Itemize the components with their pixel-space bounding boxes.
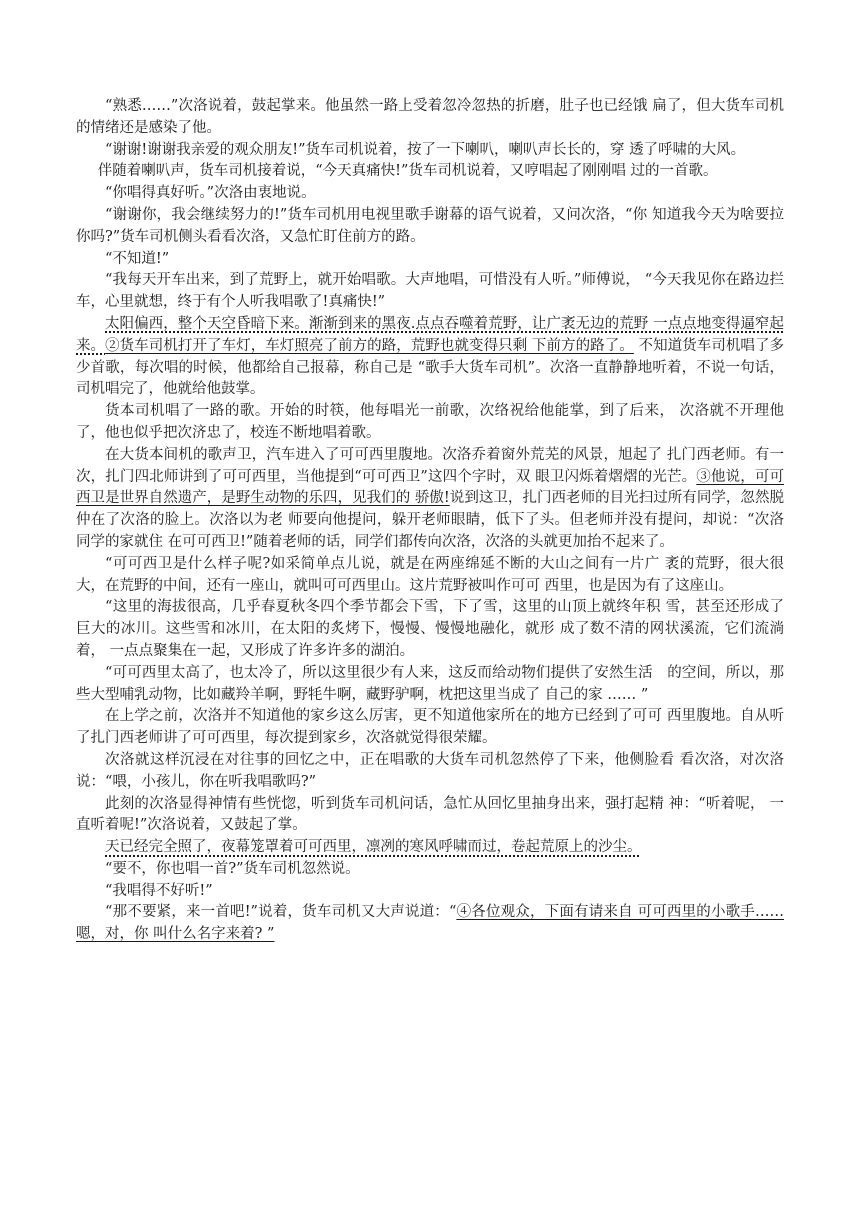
dotted-emphasis-text: 太阳偏西，整个天空昏暗下来。渐渐到来的黑夜.点点吞噬着荒野，让广袤无边的荒野 一点点地变得逼窄起来。 [76, 315, 784, 354]
paragraph-text: “可可西里太高了，也太冷了，所以这里很少有人来，这反而给动物们提供了安然生活 的空间，所以，那些大型哺乳动物，比如藏羚羊啊，野牦牛啊，藏野驴啊，枕把这里当成了 自己的家 …… ” [76, 664, 784, 703]
paragraph-text: “熟悉……”次洛说着，鼓起掌来。他虽然一路上受着忽冷忽热的折磨，肚子也已经饿 扁了，但大货车司机的情绪还是感染了他。 [76, 98, 784, 136]
paragraph [76, 859, 784, 881]
paragraph [76, 270, 784, 314]
paragraph [76, 881, 784, 903]
paragraph [76, 183, 784, 205]
paragraph-text: “那不要紧，来一首吧!”说着，货车司机又大声说道：“ [105, 904, 457, 921]
underlined-sentence: ④各位观众，下面有请来自 可可西里的小歌手……嗯，对，你 叫什么名字来着? ” [76, 904, 784, 943]
paragraph-text: “谢谢!谢谢我亲爱的观众朋友!”货车司机说着，按了一下喇叭，喇叭声长长的，穿 透了呼啸的大风。 [105, 141, 746, 158]
paragraph-text: “你唱得真好听。”次洛由衷地说。 [105, 185, 316, 202]
paragraph-text: 伴随着喇叭声，货车司机接着说，“今天真痛快!”货车司机说着，又哼唱起了刚刚唱 过的一首歌。 [97, 163, 718, 180]
paragraph-text: “谢谢你，我会继续努力的!”货车司机用电视里歌手谢幕的语气说着，又问次洛，“你 知道我今天为啥要拉你吗?”货车司机侧头看看次洛，又急忙盯住前方的路。 [76, 206, 784, 245]
paragraph-text: 在大货本间机的歌声卫，汽车进入了可可西里腹地。次洛乔着窗外荒芜的风景，旭起了 扎门西老师。有一次，扎门四北师讲到了可可西里，当他提到“可可西卫”这四个字时，双 眼卫闪烁着熠熠的光芒。 [76, 446, 784, 485]
paragraph [76, 750, 784, 794]
paragraph-text: “要不，你也唱一首?”货车司机忽然说。 [105, 860, 360, 877]
paragraph-text: 货本司机唱了一路的歌。开始的时筷，他每唱光一前歌，次络祝给他能掌，到了后来， 次洛就不开理他了，他也似乎把次济忠了，校连不断地唱着歌。 [76, 403, 784, 441]
paragraph [76, 140, 784, 162]
paragraph-text: 次洛就这样沉浸在对往事的回忆之中，正在唱歌的大货车司机忽然停了下来，他侧脸看 看次洛，对次洛说：“喂，小孩儿，你在听我唱歌吗?” [76, 751, 784, 790]
underlined-sentence: ②货车司机打开了车灯，车灯照亮了前方的路，荒野也就变得只剩 下前方的路了。 [105, 337, 634, 354]
paragraph-text: “可可西卫是什么样子呢?如采简单点儿说，就是在两座绵延不断的大山之间有一片广 袤的荒野，很大很大，在荒野的中间，还有一座山，就叫可可西里山。这片荒野被叫作可可 西里，也是因为有了这座山。 [76, 555, 784, 594]
paragraph-text: 此刻的次洛显得神情有些恍惚，听到货车司机问话，急忙从回忆里抽身出来，强打起精 神：“听着呢， 一直听着呢!”次洛说着，又鼓起了掌。 [76, 795, 784, 834]
paragraph [76, 663, 784, 707]
paragraph [76, 902, 784, 946]
paragraph [76, 706, 784, 750]
paragraph-text: “这里的海拔很高，几乎春夏秋冬四个季节都会下雪，下了雪，这里的山顶上就终年积 雪，甚至还形成了巨大的冰川。这些雪和冰川，在太阳的炙烤下，慢慢、慢慢地融化，就形 成了数不清的网状溪流，它们流淌着， 一点点聚集在一起，又形成了许多许多的湖泊。 [76, 599, 784, 659]
paragraph [76, 554, 784, 598]
paragraph-text: “我每天开车出来，到了荒野上，就开始唱歌。大声地唱，可惜没有人听。”师傅说， “今天我见你在路边拦车，心里就想，终于有个人听我唱歌了!真痛快!” [76, 272, 784, 311]
paragraph-text: 不知道货车司机唱了多少首歌，每次唱的时候，他都给自己报幕，称自己是 “歌手大货车司机”。次洛一直静静地听着，不说一句话，司机唱完了，他就给他鼓掌。 [76, 337, 785, 398]
paragraph [76, 96, 784, 140]
paragraph [76, 445, 784, 554]
underlined-sentence: ③他说，可可西卫是世界自然遗产，是野生动物的乐四，见我们的 骄傲! [76, 468, 785, 507]
paragraph [76, 794, 784, 838]
dotted-emphasis-text: 天已经完全照了，夜幕笼罩着可可西里，凛冽的寒风呼啸而过，卷起荒原上的沙尘。 [105, 839, 642, 856]
paragraph-text: “我唱得不好听!” [105, 882, 213, 899]
paragraph [76, 161, 784, 183]
paragraph-text: 说到这卫，扎门西老师的目光扫过所有同学，忽然脱仲在了次洛的脸上。次洛以为老 师要向他提问，躲开老师眼睛，低下了头。但老师并没有提问，却说：“次洛同学的家就住 在可可西卫!”随着老师的话，同学们都传向次洛，次洛的头就更加抬不起来了。 [76, 490, 784, 550]
paragraph [76, 837, 784, 859]
paragraph [76, 249, 784, 271]
paragraph-text: 在上学之前，次洛并不知道他的家乡这么厉害，更不知道他家所在的地方已经到了可可 西里腹地。自从听了扎门西老师讲了可可西里，每次提到家乡，次洛就觉得很荣耀。 [76, 708, 784, 747]
paragraph [76, 401, 784, 445]
paragraph-text: “不知道!” [105, 250, 170, 267]
document-body [76, 96, 784, 946]
paragraph [76, 205, 784, 249]
paragraph [76, 597, 784, 662]
paragraph [76, 314, 784, 401]
